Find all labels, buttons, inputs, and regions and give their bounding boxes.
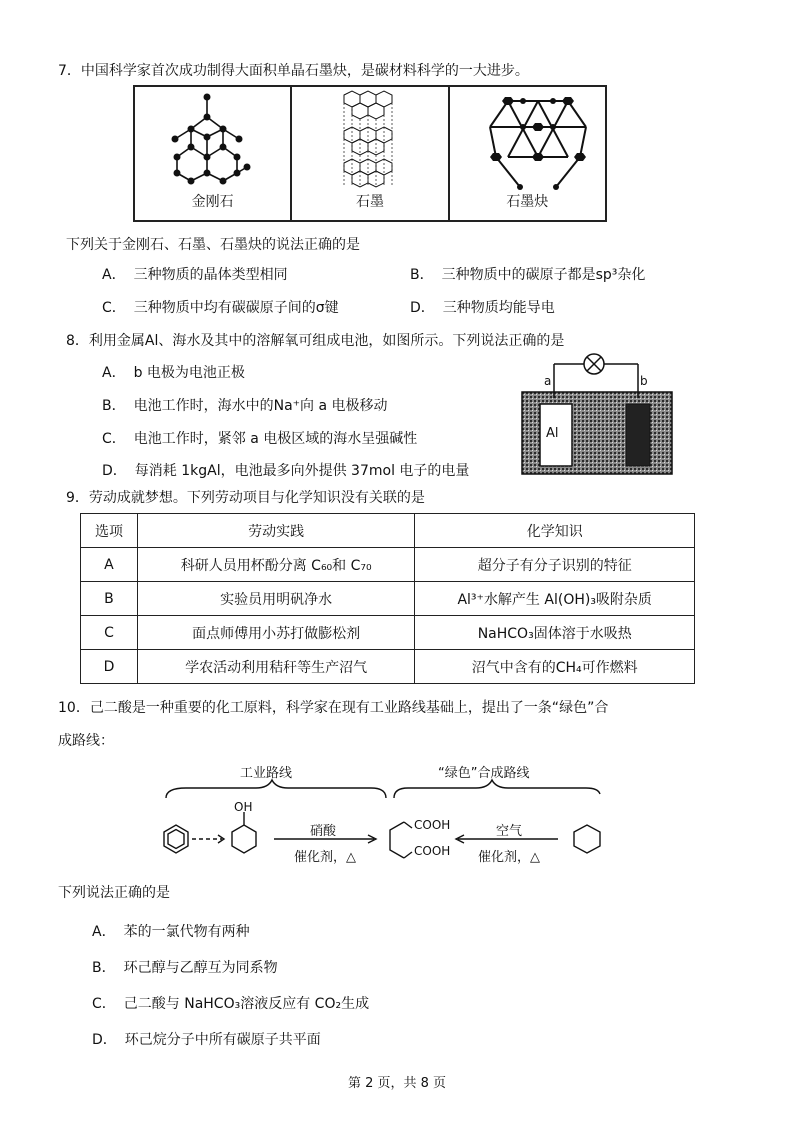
q8-option-c: C． 电池工作时，紧邻 a 电极区域的海水呈强碱性 — [102, 431, 418, 447]
row-key: B — [81, 582, 138, 616]
row-knowledge: 超分子有分子识别的特征 — [415, 548, 695, 582]
header-practice: 劳动实践 — [137, 514, 415, 548]
row-key: D — [81, 650, 138, 684]
row-key: A — [81, 548, 138, 582]
reaction-scheme — [146, 762, 616, 874]
graphdiyne-label: 石墨炔 — [506, 194, 549, 210]
q7-option-b: B． 三种物质中的碳原子都是sp³杂化 — [410, 267, 646, 283]
row-practice: 实验员用明矾净水 — [137, 582, 415, 616]
green-route-label: “绿色”合成路线 — [438, 766, 530, 781]
q8-stem: 8．利用金属Al、海水及其中的溶解氧可组成电池，如图所示。下列说法正确的是 — [66, 333, 565, 349]
cooh-top-label: COOH — [414, 818, 451, 832]
q8-option-b: B． 电池工作时，海水中的Na⁺向 a 电极移动 — [102, 398, 388, 414]
row-practice: 学农活动利用秸秆等生产沼气 — [137, 650, 415, 684]
q7-option-c: C． 三种物质中均有碳碳原子间的σ键 — [102, 300, 339, 316]
graphite-structure-icon — [292, 87, 440, 197]
row-practice: 科研人员用杯酚分离 C₆₀和 C₇₀ — [137, 548, 415, 582]
q8-option-d: D． 每消耗 1kgAl，电池最多向外提供 37mol 电子的电量 — [102, 463, 470, 479]
page-footer: 第 2 页，共 8 页 — [347, 1076, 447, 1091]
diamond-structure-icon — [135, 87, 280, 197]
diamond-cell — [135, 87, 292, 220]
q7-option-d: D． 三种物质均能导电 — [410, 300, 555, 316]
header-option: 选项 — [81, 514, 138, 548]
q10-option-d: D． 环己烷分子中所有碳原子共平面 — [92, 1032, 321, 1048]
q10-prompt: 下列说法正确的是 — [58, 885, 170, 901]
graphdiyne-cell — [450, 87, 605, 220]
labor-table — [80, 513, 695, 684]
q10-stem-line1: 10．己二酸是一种重要的化工原料，科学家在现有工业路线基础上，提出了一条“绿色”合 — [58, 700, 609, 716]
reagent2-top: 空气 — [496, 824, 523, 839]
q10-stem-line2: 成路线： — [58, 733, 114, 749]
q7-prompt: 下列关于金刚石、石墨、石墨炔的说法正确的是 — [66, 237, 360, 253]
graphite-cell — [292, 87, 449, 220]
table-row — [81, 650, 695, 684]
table-row — [81, 548, 695, 582]
table-header-row — [81, 514, 695, 548]
q10-option-b: B． 环己醇与乙醇互为同系物 — [92, 960, 278, 976]
header-knowledge: 化学知识 — [415, 514, 695, 548]
reagent1-bottom: 催化剂，△ — [294, 850, 356, 865]
q10-option-a: A． 苯的一氯代物有两种 — [92, 924, 250, 940]
table-row — [81, 616, 695, 650]
hydroxyl-label: OH — [234, 800, 253, 814]
q8-option-a: A． b 电极为电池正极 — [102, 365, 245, 381]
cooh-bottom-label: COOH — [414, 844, 451, 858]
q7-stem: 7．中国科学家首次成功制得大面积单晶石墨炔，是碳材料科学的一大进步。 — [58, 63, 529, 79]
row-practice: 面点师傅用小苏打做膨松剂 — [137, 616, 415, 650]
q7-option-a: A． 三种物质的晶体类型相同 — [102, 267, 288, 283]
seawater-battery-icon — [518, 352, 676, 476]
q9-stem: 9．劳动成就梦想。下列劳动项目与化学知识没有关联的是 — [66, 490, 425, 506]
reagent1-top: 硝酸 — [310, 824, 337, 839]
electrode-a-label: a — [544, 374, 552, 388]
reaction-scheme-drawing — [146, 762, 616, 874]
structure-figure — [133, 85, 607, 222]
industrial-route-label: 工业路线 — [240, 766, 293, 781]
battery-diagram — [518, 352, 676, 476]
row-knowledge: NaHCO₃固体溶于水吸热 — [415, 616, 695, 650]
table-row — [81, 582, 695, 616]
row-knowledge: 沼气中含有的CH₄可作燃料 — [415, 650, 695, 684]
electrode-b-label: b — [640, 374, 648, 388]
row-key: C — [81, 616, 138, 650]
reagent2-bottom: 催化剂，△ — [478, 850, 540, 865]
q10-option-c: C． 己二酸与 NaHCO₃溶液反应有 CO₂生成 — [92, 996, 370, 1012]
al-electrode-label: Al — [546, 426, 559, 441]
diamond-label: 金刚石 — [191, 194, 234, 210]
graphdiyne-structure-icon — [450, 87, 625, 197]
row-knowledge: Al³⁺水解产生 Al(OH)₃吸附杂质 — [415, 582, 695, 616]
graphite-label: 石墨 — [355, 194, 384, 210]
